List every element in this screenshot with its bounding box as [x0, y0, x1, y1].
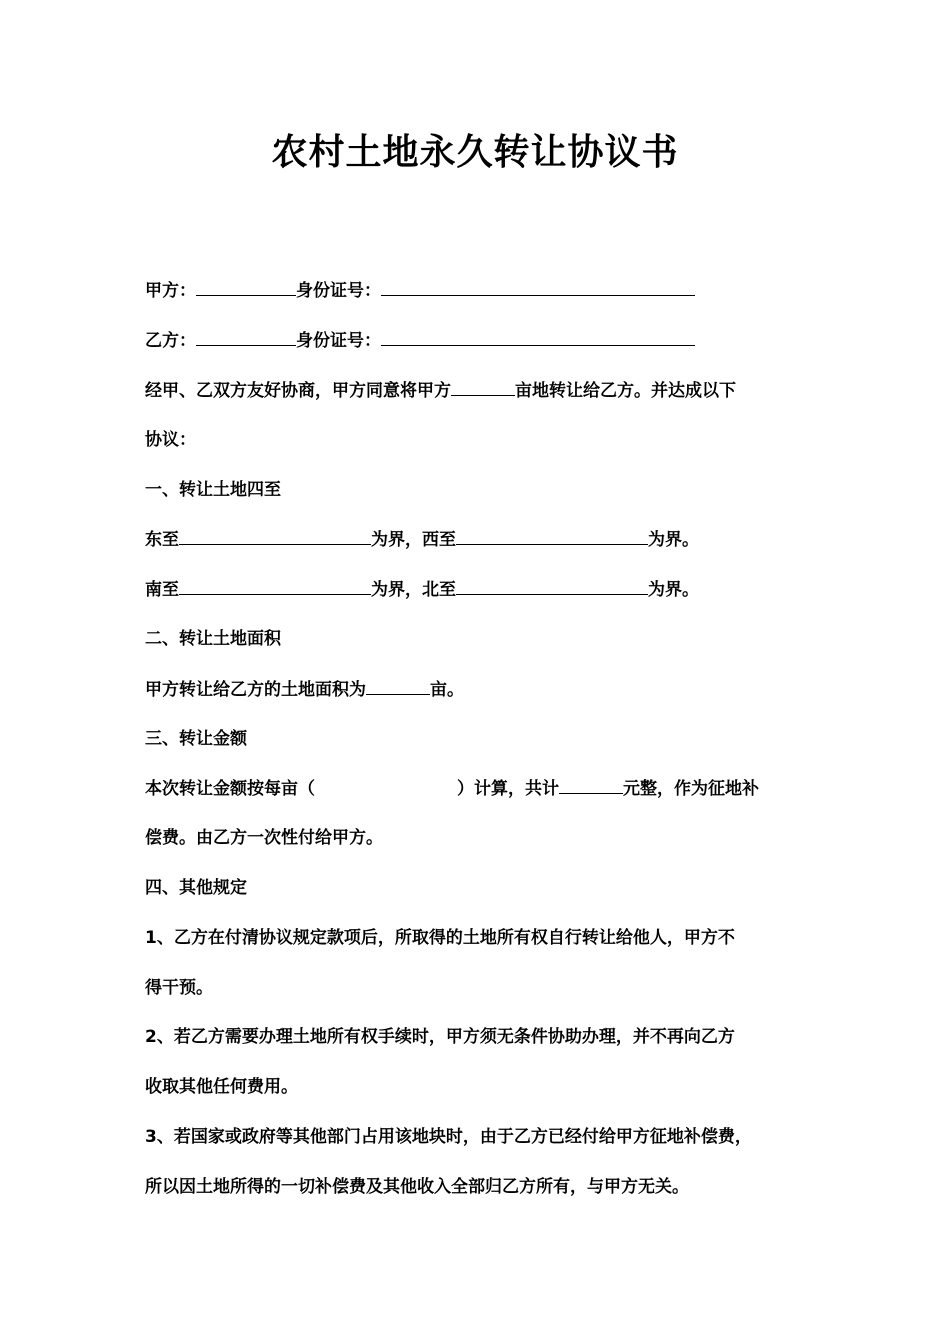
amount-text-2: ）计算，共计	[457, 779, 559, 799]
south-blank	[179, 577, 371, 595]
amount-line-1	[145, 776, 759, 801]
party-a-id-blank	[381, 278, 695, 296]
intro-line-2: 协议：	[145, 430, 196, 450]
party-b-id-blank	[381, 328, 695, 346]
section4-heading: 四、其他规定	[145, 878, 247, 898]
party-b-name-blank	[196, 328, 296, 346]
intro-text-2: 亩地转让给乙方。并达成以下	[515, 381, 736, 401]
south-north-line	[145, 577, 699, 602]
party-a-name-blank	[196, 278, 296, 296]
party-a-label: 甲方：	[145, 281, 196, 301]
section3-heading: 三、转让金额	[145, 729, 247, 749]
total-amount-blank	[559, 776, 623, 794]
north-blank	[456, 577, 648, 595]
party-a-id-label: 身份证号：	[296, 281, 381, 301]
west-label: 为界，西至	[371, 530, 456, 550]
amount-text-3: 元整，作为征地补	[623, 779, 759, 799]
section1-heading: 一、转让土地四至	[145, 480, 281, 500]
east-west-line	[145, 527, 699, 552]
rule-1-line-2: 得干预。	[145, 978, 213, 998]
east-blank	[179, 527, 371, 545]
rule-3-line-1: 3、若国家或政府等其他部门占用该地块时，由于乙方已经付给甲方征地补偿费，	[145, 1127, 752, 1147]
east-west-end: 为界。	[648, 530, 699, 550]
party-b-label: 乙方：	[145, 331, 196, 351]
intro-text-1: 经甲、乙双方友好协商，甲方同意将甲方	[145, 381, 451, 401]
section2-heading: 二、转让土地面积	[145, 629, 281, 649]
south-label: 南至	[145, 580, 179, 600]
north-label: 为界，北至	[371, 580, 456, 600]
party-b-line	[145, 328, 695, 353]
party-a-line	[145, 278, 695, 303]
south-north-end: 为界。	[648, 580, 699, 600]
east-label: 东至	[145, 530, 179, 550]
rule-1-line-1: 1、乙方在付清协议规定款项后，所取得的土地所有权自行转让给他人，甲方不	[145, 928, 735, 948]
area-text: 甲方转让给乙方的土地面积为	[145, 680, 366, 700]
party-b-id-label: 身份证号：	[296, 331, 381, 351]
rule-2-line-2: 收取其他任何费用。	[145, 1077, 298, 1097]
rule-3-line-2: 所以因土地所得的一切补偿费及其他收入全部归乙方所有，与甲方无关。	[145, 1177, 689, 1197]
intro-area-blank	[451, 378, 515, 396]
west-blank	[456, 527, 648, 545]
rule-2-line-1: 2、若乙方需要办理土地所有权手续时，甲方须无条件协助办理，并不再向乙方	[145, 1027, 735, 1047]
intro-line-1	[145, 378, 736, 403]
amount-text-1: 本次转让金额按每亩（	[145, 779, 315, 799]
area-blank	[366, 677, 430, 695]
area-unit: 亩。	[430, 680, 464, 700]
document-title: 农村土地永久转让协议书	[271, 132, 679, 173]
amount-line-2: 偿费。由乙方一次性付给甲方。	[145, 828, 383, 848]
area-line	[145, 677, 464, 702]
